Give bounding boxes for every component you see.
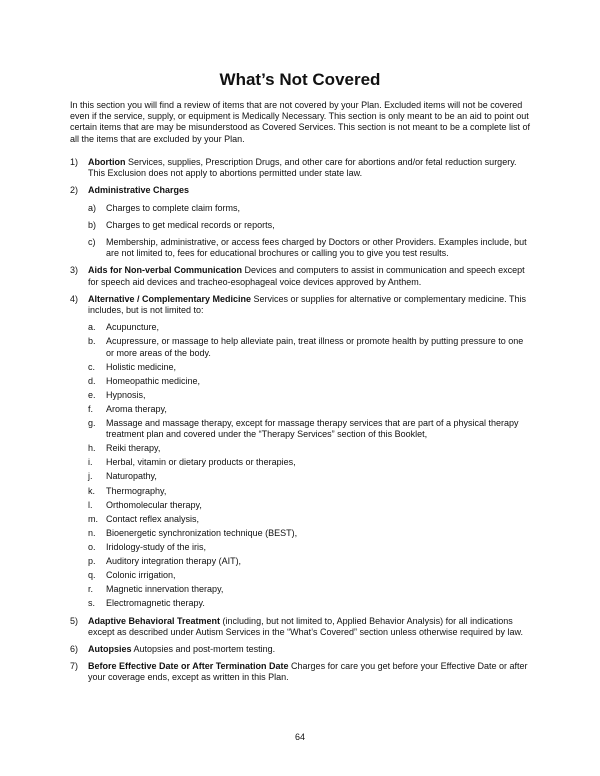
item-heading: Adaptive Behavioral Treatment: [88, 615, 221, 626]
sub-list-item: [88, 584, 532, 595]
item-body: [88, 661, 532, 683]
sub-list-item: [88, 418, 532, 440]
sub-item-text: Charges to get medical records or reports,: [106, 219, 275, 230]
sub-list-item: [88, 390, 532, 401]
sub-item-letter: h.: [88, 443, 96, 454]
sub-list-item: [88, 528, 532, 539]
item-text: Services, supplies, Prescription Drugs, and other care for abortions and/or fetal reduction surgery. This Exclusion does not apply to abortions permitted under state law.: [88, 157, 517, 179]
item-body: [88, 157, 532, 179]
sub-item-letter: n.: [88, 527, 96, 538]
item-number: 5): [70, 615, 79, 626]
item-number: 4): [70, 293, 79, 304]
sub-item-letter: b.: [88, 336, 96, 347]
item-number: 6): [70, 643, 79, 654]
sub-item-text: Magnetic innervation therapy,: [106, 584, 224, 595]
sub-item-text: Thermography,: [106, 485, 167, 496]
item-text: Charges for care you get before your Effective Date or after your coverage ends, except as written in this Plan.: [88, 661, 528, 683]
sub-item-text: Iridology-study of the iris,: [106, 541, 207, 552]
item-number: 3): [70, 265, 79, 276]
sub-item-text: Homeopathic medicine,: [106, 375, 201, 386]
sub-list-item: [88, 237, 532, 259]
sub-item-letter: d.: [88, 375, 96, 386]
sub-list-item: [88, 362, 532, 373]
sub-list: [88, 322, 532, 609]
list-item: [70, 661, 532, 683]
sub-item-text: Hypnosis,: [106, 389, 146, 400]
item-text: Services or supplies for alternative or complementary medicine. This includes, but is not limited to:: [88, 293, 526, 316]
sub-item-text: Reiki therapy,: [106, 443, 161, 454]
sub-item-letter: a): [88, 202, 97, 213]
item-body: [88, 294, 532, 610]
item-text: Autopsies and post-mortem testing.: [131, 643, 276, 654]
sub-item-letter: l.: [88, 499, 93, 510]
sub-item-letter: k.: [88, 485, 96, 496]
sub-item-text: Acupuncture,: [106, 322, 160, 333]
sub-item-text: Auditory integration therapy (AIT),: [106, 556, 242, 567]
sub-item-letter: e.: [88, 389, 96, 400]
item-body: [88, 644, 532, 655]
list-item: [70, 157, 532, 179]
sub-item-text: Aroma therapy,: [106, 403, 167, 414]
sub-list-item: [88, 404, 532, 415]
item-heading: Autopsies: [88, 643, 132, 654]
sub-item-text: Charges to complete claim forms,: [106, 202, 241, 213]
list-item: [70, 644, 532, 655]
sub-item-letter: j.: [88, 471, 93, 482]
sub-list-item: [88, 376, 532, 387]
item-text: Devices and computers to assist in communication and speech except for speech aid devices and tracheo-esophageal voice devices approved by Anthem.: [88, 265, 525, 287]
sub-list-item: [88, 322, 532, 333]
sub-list-item: [88, 203, 532, 214]
sub-item-text: Massage and massage therapy, except for massage therapy services that are part of a physical therapy treatment plan and covered under the “Therapy Services” section of this Booklet,: [106, 418, 519, 440]
sub-list-item: [88, 336, 532, 358]
sub-item-text: Electromagnetic therapy.: [106, 598, 205, 609]
sub-list-item: [88, 486, 532, 497]
sub-item-letter: c): [88, 237, 96, 248]
sub-list-item: [88, 556, 532, 567]
list-item: [70, 616, 532, 638]
item-number: 1): [70, 157, 79, 167]
sub-item-text: Acupressure, or massage to help alleviate pain, treat illness or promote health by putting pressure to one or more areas of the body.: [106, 336, 524, 358]
sub-item-letter: p.: [88, 556, 96, 567]
sub-item-text: Naturopathy,: [106, 471, 157, 482]
sub-item-letter: b): [88, 219, 97, 230]
item-number: 2): [70, 185, 79, 196]
item-heading: Alternative / Complementary Medicine: [88, 293, 252, 304]
page-title: What’s Not Covered: [219, 70, 381, 89]
sub-item-letter: a.: [88, 322, 96, 333]
sub-item-letter: q.: [88, 570, 96, 581]
sub-item-text: Orthomolecular therapy,: [106, 499, 202, 510]
sub-item-text: Contact reflex analysis,: [106, 513, 200, 524]
sub-item-letter: s.: [88, 598, 96, 609]
sub-list-item: [88, 500, 532, 511]
sub-list: [88, 203, 532, 260]
item-body: [88, 616, 532, 638]
item-heading: Abortion: [88, 157, 126, 167]
exclusion-list: [70, 157, 532, 690]
sub-list-item: [88, 443, 532, 454]
sub-list-item: [88, 471, 532, 482]
item-heading: Aids for Non-verbal Communication: [88, 265, 243, 276]
sub-list-item: [88, 570, 532, 581]
list-item: [70, 265, 532, 287]
page-number: 64: [294, 732, 305, 742]
item-heading: Before Effective Date or After Termination Date: [88, 661, 289, 672]
sub-list-item: [88, 598, 532, 609]
item-number: 7): [70, 661, 79, 672]
sub-item-text: Herbal, vitamin or dietary products or therapies,: [106, 457, 296, 468]
intro-paragraph: In this section you will find a review of items that are not covered by your Plan. Excluded items will not be covered even if the service, supply, or equipment is Medically Necessary. This section is only meant to be an aid to point out certain items that are may be misunderstood as Covered Services. This section is not meant to be a complete list of all the items that are excluded by your Plan.: [70, 100, 531, 144]
item-text: (including, but not limited to, Applied Behavior Analysis) for all indications except as described under Autism Services in the “What’s Covered” section unless otherwise required by law.: [88, 615, 524, 637]
sub-item-text: Bioenergetic synchronization technique (BEST),: [106, 527, 298, 538]
list-item: [70, 185, 532, 259]
sub-item-letter: i.: [88, 457, 93, 468]
sub-list-item: [88, 457, 532, 468]
list-item: [70, 294, 532, 610]
sub-item-letter: f.: [88, 403, 94, 414]
sub-list-item: [88, 542, 532, 553]
sub-item-text: Holistic medicine,: [106, 361, 177, 372]
item-body: [88, 185, 532, 259]
sub-item-text: Colonic irrigation,: [106, 570, 176, 581]
item-heading: Administrative Charges: [88, 185, 190, 196]
sub-item-letter: c.: [88, 361, 96, 372]
sub-item-letter: m.: [88, 513, 98, 524]
item-body: [88, 265, 532, 287]
sub-item-letter: o.: [88, 541, 96, 552]
sub-list-item: [88, 514, 532, 525]
sub-item-letter: r.: [88, 584, 94, 595]
sub-list-item: [88, 220, 532, 231]
sub-item-letter: g.: [88, 418, 96, 428]
sub-item-text: Membership, administrative, or access fees charged by Doctors or other Providers. Examples include, but are not limited to, fees for educational brochures or calling you to give you test results.: [106, 237, 527, 259]
